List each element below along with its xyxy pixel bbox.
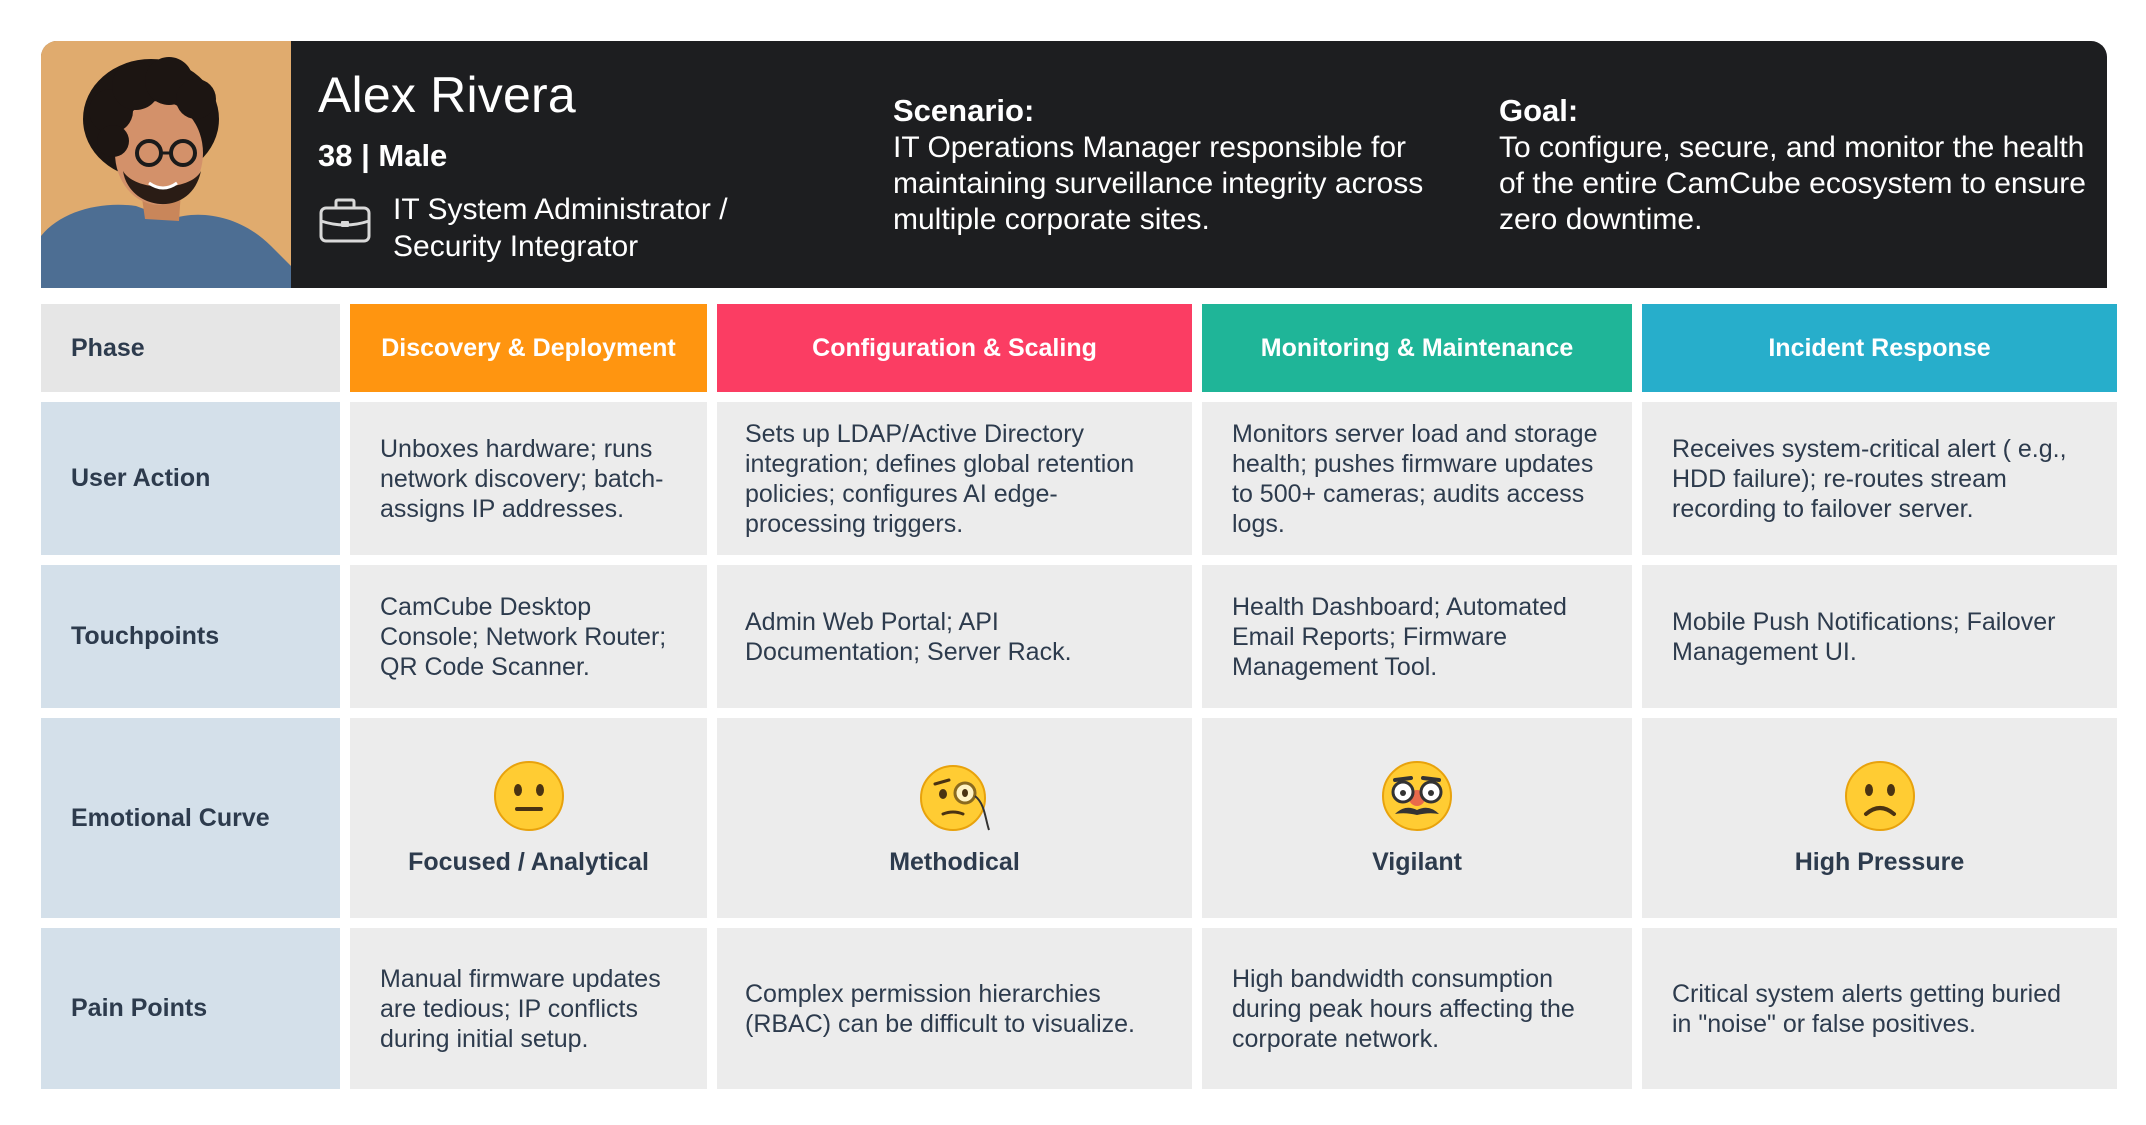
user-action-text: Receives system-critical alert ( e.g., HDD failure); re-routes stream recording to failover server. — [1672, 434, 2067, 523]
persona-name: Alex Rivera — [318, 67, 576, 123]
phase-header-configuration: Configuration & Scaling — [717, 304, 1192, 392]
pain-points-text: High bandwidth consumption during peak hours affecting the corporate network. — [1232, 964, 1575, 1053]
touchpoints-text: Mobile Push Notifications; Failover Management UI. — [1672, 607, 2056, 666]
emotion-label: Focused / Analytical — [408, 847, 649, 876]
emotion-configuration — [717, 718, 1192, 918]
phase-header-monitoring: Monitoring & Maintenance — [1202, 304, 1632, 392]
monocle-face-icon — [919, 760, 991, 832]
briefcase-icon — [318, 197, 372, 245]
scenario-text: IT Operations Manager responsible for maintaining surveillance integrity across multiple corporate sites. — [893, 131, 1424, 236]
scenario-title: Scenario: — [893, 93, 1035, 128]
pain-points-discovery — [350, 928, 707, 1089]
touchpoints-text: Admin Web Portal; API Documentation; Server Rack. — [745, 607, 1072, 666]
persona-role-text: IT System Administrator / Security Integrator — [393, 193, 728, 263]
emotion-discovery — [350, 718, 707, 918]
touchpoints-text: CamCube Desktop Console; Network Router; QR Code Scanner. — [380, 592, 667, 681]
journey-map-table — [41, 304, 2107, 1089]
pain-points-monitoring — [1202, 928, 1632, 1089]
row-label-phase: Phase — [41, 304, 340, 392]
user-action-discovery — [350, 402, 707, 555]
row-label-pain-points: Pain Points — [41, 928, 340, 1089]
persona-role — [318, 191, 818, 271]
pain-points-text: Complex permission hierarchies (RBAC) can be difficult to visualize. — [745, 979, 1135, 1038]
emotion-label: Vigilant — [1372, 847, 1462, 876]
touchpoints-discovery — [350, 565, 707, 708]
scenario-block — [893, 92, 1473, 238]
touchpoints-incident — [1642, 565, 2117, 708]
user-action-configuration — [717, 402, 1192, 555]
goal-text: To configure, secure, and monitor the health of the entire CamCube ecosystem to ensure zero downtime. — [1499, 131, 2086, 236]
persona-header — [41, 41, 2107, 288]
user-action-incident — [1642, 402, 2117, 555]
phase-header-discovery: Discovery & Deployment — [350, 304, 707, 392]
touchpoints-configuration — [717, 565, 1192, 708]
goal-title: Goal: — [1499, 93, 1579, 128]
neutral-face-icon — [493, 760, 565, 832]
disguised-face-icon — [1381, 760, 1453, 832]
pain-points-incident — [1642, 928, 2117, 1089]
persona-age-gender: 38 | Male — [318, 138, 448, 173]
pain-points-text: Critical system alerts getting buried in "noise" or false positives. — [1672, 979, 2062, 1038]
touchpoints-monitoring — [1202, 565, 1632, 708]
emotion-label: Methodical — [889, 847, 1020, 876]
emotion-incident — [1642, 718, 2117, 918]
row-label-user-action: User Action — [41, 402, 340, 555]
pain-points-configuration — [717, 928, 1192, 1089]
persona-photo — [41, 41, 291, 288]
pain-points-text: Manual firmware updates are tedious; IP conflicts during initial setup. — [380, 964, 661, 1053]
user-action-text: Monitors server load and storage health; pushes firmware updates to 500+ cameras; audits access logs. — [1232, 419, 1598, 538]
user-action-text: Unboxes hardware; runs network discovery; batch-assigns IP addresses. — [380, 434, 664, 523]
user-action-monitoring — [1202, 402, 1632, 555]
slightly-frowning-face-icon — [1844, 760, 1916, 832]
phase-header-incident: Incident Response — [1642, 304, 2117, 392]
user-action-text: Sets up LDAP/Active Directory integration; defines global retention policies; configures AI edge-processing triggers. — [745, 419, 1135, 538]
row-label-emotional-curve: Emotional Curve — [41, 718, 340, 918]
goal-block — [1499, 92, 2099, 238]
avatar — [41, 41, 291, 288]
row-label-touchpoints: Touchpoints — [41, 565, 340, 708]
emotion-monitoring — [1202, 718, 1632, 918]
emotion-label: High Pressure — [1794, 847, 1965, 876]
touchpoints-text: Health Dashboard; Automated Email Reports; Firmware Management Tool. — [1232, 592, 1567, 681]
